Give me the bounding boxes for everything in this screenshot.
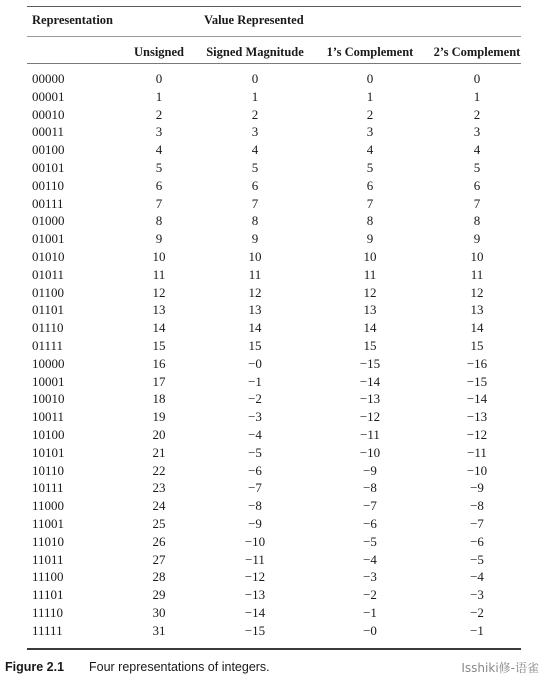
cell-signed-magnitude: 13 xyxy=(248,302,262,318)
column-header-twos-complement: 2’s Complement xyxy=(433,45,521,59)
cell-signed-magnitude: −4 xyxy=(248,426,262,442)
cell-unsigned: 7 xyxy=(155,195,163,211)
table-row xyxy=(0,319,547,337)
cell-signed-magnitude: −14 xyxy=(244,604,266,620)
cell-twos-complement: −5 xyxy=(470,551,484,567)
cell-representation: 01101 xyxy=(32,302,65,318)
table-row xyxy=(0,479,547,497)
cell-representation: 01000 xyxy=(32,213,65,229)
cell-representation: 10111 xyxy=(32,480,64,496)
table-row xyxy=(0,568,547,586)
cell-ones-complement: 4 xyxy=(366,142,374,158)
table-row xyxy=(0,141,547,159)
cell-ones-complement: −15 xyxy=(359,355,381,371)
cell-unsigned: 0 xyxy=(155,71,163,86)
cell-signed-magnitude: 3 xyxy=(251,124,259,140)
cell-twos-complement: −12 xyxy=(466,426,488,442)
cell-twos-complement: −15 xyxy=(466,373,488,389)
table-row xyxy=(0,337,547,355)
table-body xyxy=(0,70,547,640)
header-value-represented: Value Represented xyxy=(204,13,304,27)
table-row xyxy=(0,444,547,462)
cell-unsigned: 25 xyxy=(152,515,166,531)
cell-unsigned: 27 xyxy=(152,551,166,567)
column-header-unsigned: Unsigned xyxy=(133,45,185,59)
cell-twos-complement: −9 xyxy=(470,480,484,496)
cell-ones-complement: 12 xyxy=(363,284,377,300)
cell-twos-complement: 8 xyxy=(473,213,481,229)
cell-representation: 01001 xyxy=(32,231,65,247)
cell-representation: 01010 xyxy=(32,248,65,264)
cell-ones-complement: −14 xyxy=(359,373,381,389)
cell-twos-complement: 10 xyxy=(470,248,484,264)
cell-twos-complement: 1 xyxy=(473,88,481,104)
cell-unsigned: 11 xyxy=(152,266,166,282)
cell-representation: 01111 xyxy=(32,337,64,353)
cell-signed-magnitude: −7 xyxy=(248,480,262,496)
cell-unsigned: 3 xyxy=(155,124,163,140)
cell-signed-magnitude: 4 xyxy=(251,142,259,158)
cell-representation: 00111 xyxy=(32,195,64,211)
cell-twos-complement: −6 xyxy=(470,533,484,549)
cell-ones-complement: −5 xyxy=(363,533,377,549)
cell-ones-complement: 9 xyxy=(366,231,374,247)
cell-ones-complement: −4 xyxy=(363,551,377,567)
cell-twos-complement: 0 xyxy=(473,71,481,86)
cell-twos-complement: 12 xyxy=(470,284,484,300)
cell-twos-complement: −3 xyxy=(470,587,484,603)
cell-ones-complement: 7 xyxy=(366,195,374,211)
cell-representation: 11010 xyxy=(32,533,65,549)
cell-signed-magnitude: −12 xyxy=(244,569,266,585)
cell-unsigned: 9 xyxy=(155,231,163,247)
cell-representation: 11111 xyxy=(32,622,63,638)
table-row xyxy=(0,230,547,248)
cell-twos-complement: −4 xyxy=(470,569,484,585)
cell-signed-magnitude: −8 xyxy=(248,498,262,514)
cell-signed-magnitude: −15 xyxy=(244,622,266,638)
cell-unsigned: 6 xyxy=(155,177,163,193)
cell-unsigned: 26 xyxy=(152,533,166,549)
cell-twos-complement: −8 xyxy=(470,498,484,514)
cell-signed-magnitude: 1 xyxy=(251,88,259,104)
group-header-rule xyxy=(27,36,521,37)
cell-ones-complement: 10 xyxy=(363,248,377,264)
cell-signed-magnitude: 15 xyxy=(248,337,262,353)
cell-ones-complement: 8 xyxy=(366,213,374,229)
cell-representation: 01110 xyxy=(32,320,64,336)
cell-twos-complement: −2 xyxy=(470,604,484,620)
table-row xyxy=(0,373,547,391)
table-row xyxy=(0,355,547,373)
cell-ones-complement: −6 xyxy=(363,515,377,531)
cell-unsigned: 2 xyxy=(155,106,163,122)
cell-unsigned: 20 xyxy=(152,426,166,442)
figure-caption xyxy=(5,660,270,674)
cell-representation: 11100 xyxy=(32,569,64,585)
table-row xyxy=(0,177,547,195)
cell-ones-complement: 11 xyxy=(363,266,377,282)
cell-ones-complement: −11 xyxy=(360,426,380,442)
table-row xyxy=(0,551,547,569)
cell-twos-complement: 7 xyxy=(473,195,481,211)
cell-signed-magnitude: −3 xyxy=(248,409,262,425)
cell-signed-magnitude: 12 xyxy=(248,284,262,300)
cell-twos-complement: 2 xyxy=(473,106,481,122)
table-row xyxy=(0,497,547,515)
column-header-rule xyxy=(27,63,521,64)
cell-ones-complement: −9 xyxy=(363,462,377,478)
table-row xyxy=(0,426,547,444)
cell-signed-magnitude: 7 xyxy=(251,195,259,211)
cell-ones-complement: 15 xyxy=(363,337,377,353)
cell-representation: 10100 xyxy=(32,426,65,442)
cell-unsigned: 29 xyxy=(152,587,166,603)
cell-unsigned: 13 xyxy=(152,302,166,318)
cell-ones-complement: 6 xyxy=(366,177,374,193)
cell-representation: 10000 xyxy=(32,355,65,371)
cell-twos-complement: 4 xyxy=(473,142,481,158)
table-top-rule xyxy=(27,6,521,7)
cell-unsigned: 1 xyxy=(155,88,163,104)
cell-signed-magnitude: 0 xyxy=(251,71,259,86)
cell-signed-magnitude: −2 xyxy=(248,391,262,407)
cell-unsigned: 19 xyxy=(152,409,166,425)
cell-representation: 00011 xyxy=(32,124,65,140)
cell-unsigned: 4 xyxy=(155,142,163,158)
cell-ones-complement: 3 xyxy=(366,124,374,140)
caption-text: Four representations of integers. xyxy=(89,660,270,674)
cell-ones-complement: −0 xyxy=(363,622,377,638)
cell-representation: 11001 xyxy=(32,515,65,531)
cell-representation: 10101 xyxy=(32,444,65,460)
cell-unsigned: 30 xyxy=(152,604,166,620)
table-row xyxy=(0,515,547,533)
cell-twos-complement: −1 xyxy=(470,622,484,638)
cell-ones-complement: 5 xyxy=(366,159,374,175)
table-row xyxy=(0,462,547,480)
cell-ones-complement: 0 xyxy=(366,71,374,86)
cell-signed-magnitude: 9 xyxy=(251,231,259,247)
cell-unsigned: 23 xyxy=(152,480,166,496)
cell-unsigned: 21 xyxy=(152,444,166,460)
cell-twos-complement: 3 xyxy=(473,124,481,140)
cell-unsigned: 28 xyxy=(152,569,166,585)
cell-signed-magnitude: −5 xyxy=(248,444,262,460)
cell-twos-complement: −7 xyxy=(470,515,484,531)
cell-representation: 11101 xyxy=(32,587,64,603)
cell-signed-magnitude: 5 xyxy=(251,159,259,175)
cell-unsigned: 14 xyxy=(152,320,166,336)
cell-representation: 10011 xyxy=(32,409,65,425)
cell-twos-complement: 14 xyxy=(470,320,484,336)
cell-twos-complement: 5 xyxy=(473,159,481,175)
cell-signed-magnitude: 6 xyxy=(251,177,259,193)
cell-signed-magnitude: 10 xyxy=(248,248,262,264)
column-header-ones-complement: 1’s Complement xyxy=(326,45,414,59)
cell-signed-magnitude: −9 xyxy=(248,515,262,531)
cell-unsigned: 5 xyxy=(155,159,163,175)
cell-twos-complement: 11 xyxy=(470,266,484,282)
cell-representation: 00010 xyxy=(32,106,65,122)
cell-representation: 00000 xyxy=(32,71,65,86)
table-row xyxy=(0,248,547,266)
cell-signed-magnitude: −6 xyxy=(248,462,262,478)
table-row xyxy=(0,284,547,302)
cell-representation: 10010 xyxy=(32,391,65,407)
cell-signed-magnitude: −0 xyxy=(248,355,262,371)
cell-ones-complement: 13 xyxy=(363,302,377,318)
table-row xyxy=(0,106,547,124)
cell-representation: 11110 xyxy=(32,604,64,620)
column-header-signed-magnitude: Signed Magnitude xyxy=(206,45,304,59)
cell-ones-complement: −3 xyxy=(363,569,377,585)
header-representation: Representation xyxy=(32,13,114,27)
table-row xyxy=(0,159,547,177)
table-row xyxy=(0,212,547,230)
cell-representation: 01011 xyxy=(32,266,65,282)
cell-signed-magnitude: −10 xyxy=(244,533,266,549)
cell-representation: 00101 xyxy=(32,159,65,175)
cell-ones-complement: −1 xyxy=(363,604,377,620)
table-row xyxy=(0,533,547,551)
cell-representation: 00110 xyxy=(32,177,65,193)
cell-ones-complement: −2 xyxy=(363,587,377,603)
cell-twos-complement: 13 xyxy=(470,302,484,318)
cell-signed-magnitude: 8 xyxy=(251,213,259,229)
cell-signed-magnitude: −13 xyxy=(244,587,266,603)
cell-twos-complement: −13 xyxy=(466,409,488,425)
cell-unsigned: 8 xyxy=(155,213,163,229)
cell-ones-complement: −8 xyxy=(363,480,377,496)
cell-unsigned: 12 xyxy=(152,284,166,300)
table-row xyxy=(0,408,547,426)
cell-representation: 11000 xyxy=(32,498,65,514)
table-row xyxy=(0,604,547,622)
cell-representation: 00100 xyxy=(32,142,65,158)
cell-unsigned: 22 xyxy=(152,462,166,478)
table-row xyxy=(0,88,547,106)
cell-signed-magnitude: 14 xyxy=(248,320,262,336)
cell-signed-magnitude: −1 xyxy=(248,373,262,389)
cell-signed-magnitude: 11 xyxy=(248,266,262,282)
cell-twos-complement: −10 xyxy=(466,462,488,478)
cell-unsigned: 31 xyxy=(152,622,166,638)
cell-twos-complement: 9 xyxy=(473,231,481,247)
cell-unsigned: 24 xyxy=(152,498,166,514)
cell-ones-complement: −12 xyxy=(359,409,381,425)
cell-representation: 10110 xyxy=(32,462,65,478)
cell-unsigned: 15 xyxy=(152,337,166,353)
cell-representation: 10001 xyxy=(32,373,65,389)
cell-ones-complement: −7 xyxy=(363,498,377,514)
table-row xyxy=(0,70,547,88)
table-row xyxy=(0,622,547,640)
cell-ones-complement: −10 xyxy=(359,444,381,460)
cell-unsigned: 10 xyxy=(152,248,166,264)
cell-signed-magnitude: −11 xyxy=(245,551,265,567)
cell-representation: 00001 xyxy=(32,88,65,104)
table-row xyxy=(0,586,547,604)
cell-unsigned: 17 xyxy=(152,373,166,389)
table-row xyxy=(0,195,547,213)
cell-twos-complement: −11 xyxy=(467,444,487,460)
cell-representation: 01100 xyxy=(32,284,65,300)
table-row xyxy=(0,266,547,284)
cell-twos-complement: 6 xyxy=(473,177,481,193)
table-row xyxy=(0,390,547,408)
cell-twos-complement: 15 xyxy=(470,337,484,353)
cell-ones-complement: 14 xyxy=(363,320,377,336)
table-row xyxy=(0,301,547,319)
watermark: Isshiki修-语雀 xyxy=(461,661,539,675)
cell-unsigned: 16 xyxy=(152,355,166,371)
cell-ones-complement: 1 xyxy=(366,88,374,104)
cell-ones-complement: −13 xyxy=(359,391,381,407)
cell-twos-complement: −16 xyxy=(466,355,488,371)
table-bottom-rule xyxy=(27,648,521,650)
table-row xyxy=(0,123,547,141)
figure-label: Figure 2.1 xyxy=(5,660,65,674)
cell-ones-complement: 2 xyxy=(366,106,374,122)
cell-twos-complement: −14 xyxy=(466,391,488,407)
cell-unsigned: 18 xyxy=(152,391,166,407)
cell-signed-magnitude: 2 xyxy=(251,106,259,122)
cell-representation: 11011 xyxy=(32,551,64,567)
